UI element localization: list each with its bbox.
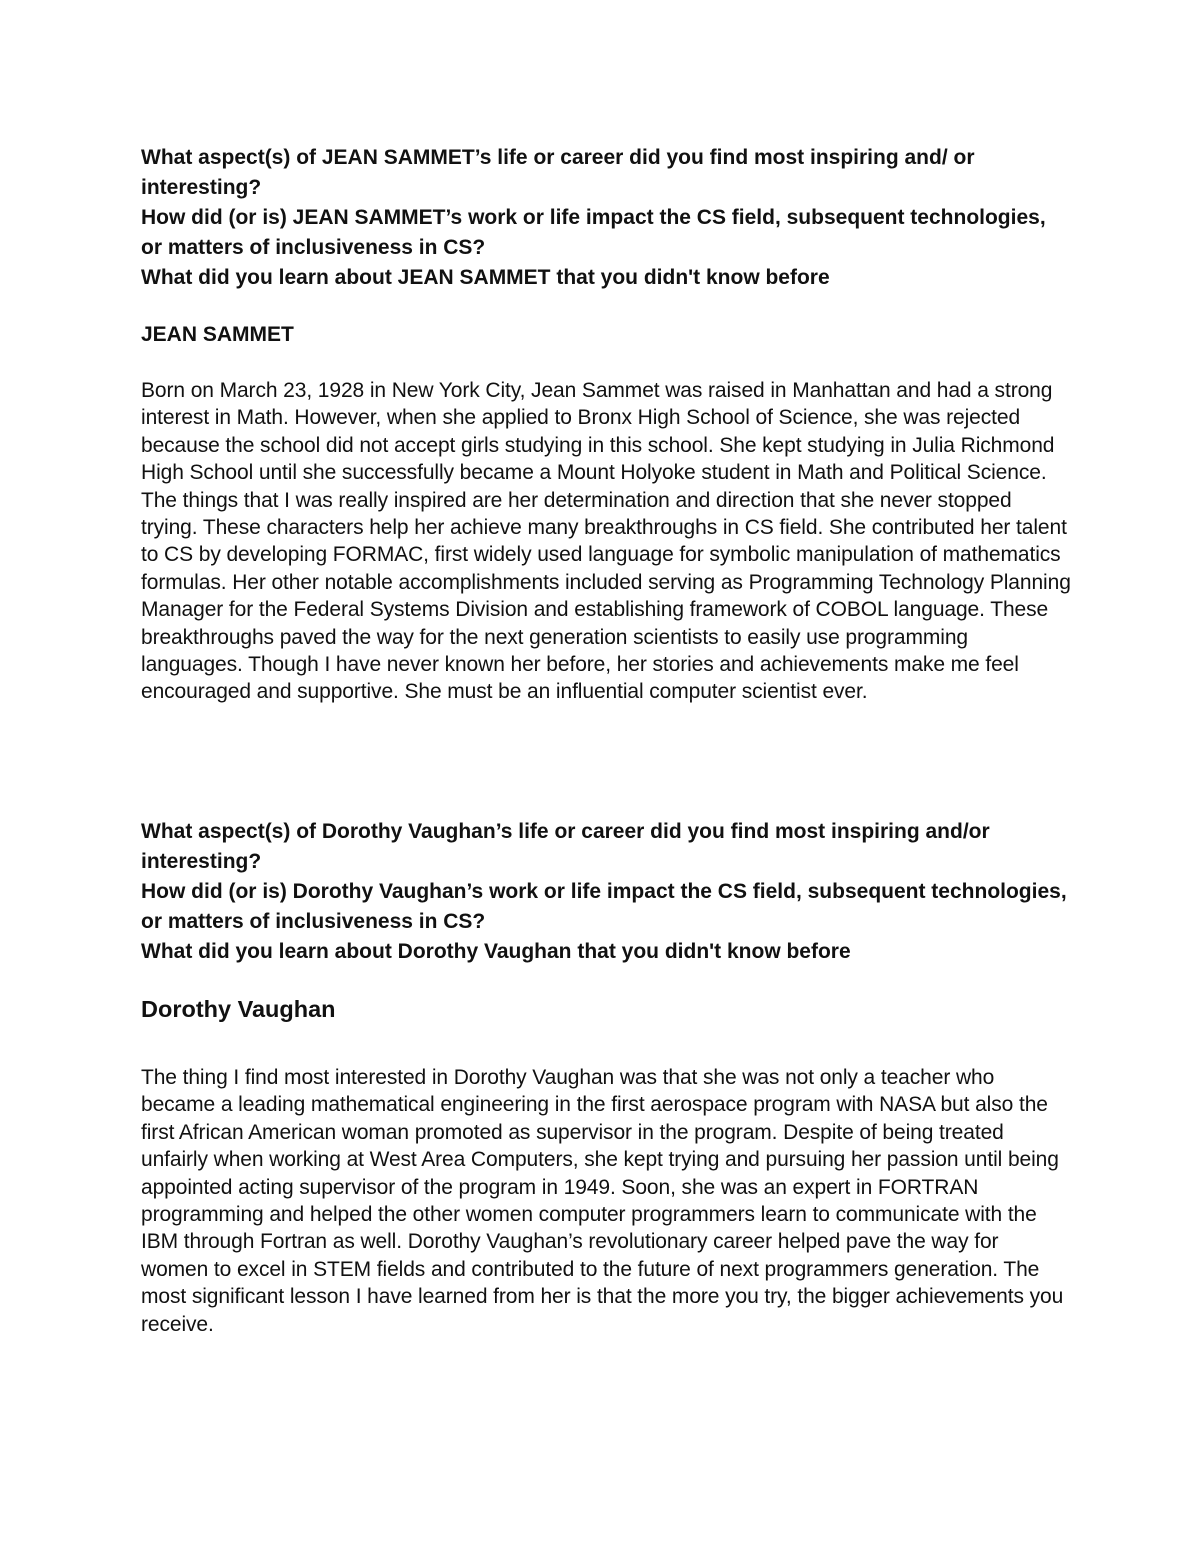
section-heading: JEAN SAMMET xyxy=(141,323,294,346)
dorothy-vaughan-heading-block xyxy=(141,994,1071,1024)
jean-sammet-essay xyxy=(141,377,1071,706)
section-heading: Dorothy Vaughan xyxy=(141,996,336,1022)
essay-paragraph: The thing I find most interested in Dorothy Vaughan was that she was not only a teacher who became a leading mathematical engineering in the first aerospace program with NASA but also the first African American woman promoted as supervisor in the program. Despite of being treated unfairly when working at West Area Computers, she kept trying and pursuing her passion until being appointed acting supervisor of the program in 1949. Soon, she was an expert in FORTRAN programming and helped the other women computer programmers learn to communicate with the IBM through Fortran as well. Dorothy Vaughan’s revolutionary career helped pave the way for women to excel in STEM fields and contributed to the future of next programmers generation. The most significant lesson I have learned from her is that the more you try, the bigger achievements you receive. xyxy=(141,1066,1064,1336)
dorothy-vaughan-essay xyxy=(141,1064,1071,1338)
dorothy-vaughan-questions xyxy=(141,817,1071,967)
question-2: How did (or is) JEAN SAMMET’s work or life impact the CS field, subsequent technologies, or matters of inclusiveness in CS? xyxy=(141,206,1046,259)
jean-sammet-heading-block xyxy=(141,321,1071,349)
question-2: How did (or is) Dorothy Vaughan’s work or life impact the CS field, subsequent technologies, or matters of inclusiveness in CS? xyxy=(141,880,1067,933)
question-3: What did you learn about JEAN SAMMET that you didn't know before xyxy=(141,266,830,289)
jean-sammet-questions xyxy=(141,143,1071,293)
question-3: What did you learn about Dorothy Vaughan that you didn't know before xyxy=(141,940,851,963)
essay-paragraph: Born on March 23, 1928 in New York City, Jean Sammet was raised in Manhattan and had a strong interest in Math. However, when she applied to Bronx High School of Science, she was rejected because the school did not accept girls studying in this school. She kept studying in Julia Richmond High School until she successfully became a Mount Holyoke student in Math and Political Science. The things that I was really inspired are her determination and direction that she never stopped trying. These characters help her achieve many breakthroughs in CS field. She contributed her talent to CS by developing FORMAC, first widely used language for symbolic manipulation of mathematics formulas. Her other notable accomplishments included serving as Programming Technology Planning Manager for the Federal Systems Division and establishing framework of COBOL language. These breakthroughs paved the way for the next generation scientists to easily use programming languages. Though I have never known her before, her stories and achievements make me feel encouraged and supportive. She must be an influential computer scientist ever. xyxy=(141,379,1071,704)
question-1: What aspect(s) of JEAN SAMMET’s life or career did you find most inspiring and/ or interesting? xyxy=(141,146,975,199)
question-1: What aspect(s) of Dorothy Vaughan’s life or career did you find most inspiring and/or interesting? xyxy=(141,820,990,873)
